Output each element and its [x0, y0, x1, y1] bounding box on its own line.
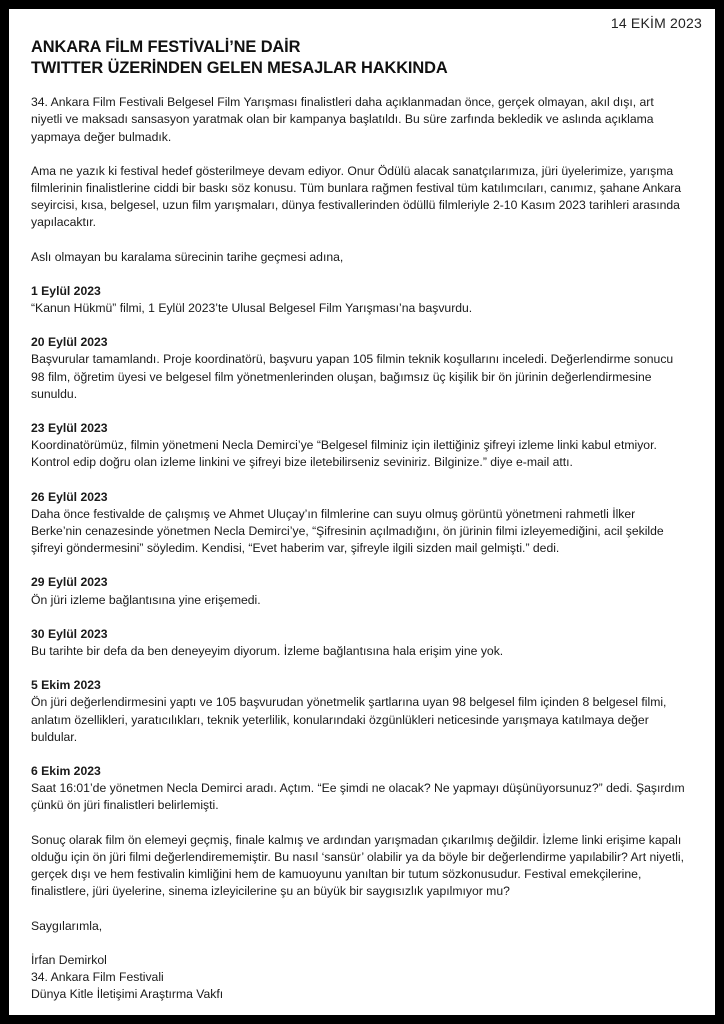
timeline-entry — [31, 334, 687, 403]
timeline-entry — [31, 283, 687, 317]
timeline-entry-date: 1 Eylül 2023 — [31, 283, 101, 298]
signature-role: 34. Ankara Film Festivali — [31, 969, 164, 984]
timeline-entry-text: Bu tarihte bir defa da ben deneyeyim diyorum. İzleme bağlantısına hala erişim yine yok. — [31, 644, 504, 659]
document-title — [31, 37, 687, 78]
timeline-entry — [31, 574, 687, 608]
signature-name: İrfan Demirkol — [31, 952, 107, 967]
timeline-entry-text: Daha önce festivalde de çalışmış ve Ahmet Uluçay’ın filmlerine can suyu olmuş görüntü yönetmeni rahmetli İlker Berke’nin cenazesinde yönetmen Necla Demirci’ye, “Şifresinin açılmadığını, ön jürinin filmi izleyemediğini, acil şekilde şifreyi göndermesini” söyledim. Kendisi, “Evet haberim var, şifreyle ilgili sizden mail gelmişti.” dedi. — [31, 506, 664, 556]
signature-block — [31, 952, 687, 1004]
timeline-entry-text: Saat 16:01’de yönetmen Necla Demirci aradı. Açtım. “Ee şimdi ne olacak? Ne yapmayı düşünüyorsunuz?” dedi. Şaşırdım çünkü ön jüri finalistleri belirlemişti. — [31, 781, 685, 813]
timeline-entry-date: 29 Eylül 2023 — [31, 575, 108, 590]
timeline-entry-date: 5 Ekim 2023 — [31, 678, 101, 693]
intro-paragraph-2: Ama ne yazık ki festival hedef gösterilmeye devam ediyor. Onur Ödülü alacak sanatçılarımıza, jüri üyelerimize, yarışma filmlerinin finalistlerine ciddi bir baskı söz konusu. Tüm bunlara rağmen festival tüm katılımcıları, canımız, şahane Ankara seyircisi, kısa, belgesel, uzun film yarışmaları, dünya festivallerinden ödüllü filmleriyle 2-10 Kasım 2023 tarihleri arasında yapılacaktır. — [31, 163, 682, 230]
timeline-entry-text: Koordinatörümüz, filmin yönetmeni Necla Demirci’ye “Belgesel filminiz için ilettiğiniz şifreyi izleme linki kabul etmiyor. Kontrol edip doğru olan izleme linkini ve şifreyi bize iletebilirseniz seviniriz. Bilginize.” diye e-mail attı. — [31, 438, 657, 470]
title-line-1: ANKARA FİLM FESTİVALİ’NE DAİR — [31, 38, 301, 56]
closing-salutation: Saygılarımla, — [31, 918, 103, 933]
timeline-entry-date: 30 Eylül 2023 — [31, 626, 108, 641]
timeline-entry-date: 26 Eylül 2023 — [31, 489, 108, 504]
timeline-entry-date: 23 Eylül 2023 — [31, 421, 108, 436]
conclusion-paragraph: Sonuç olarak film ön elemeyi geçmiş, finale kalmış ve ardından yarışmadan çıkarılmış değildir. İzleme linki erişime kapalı olduğu için ön jüri filmi değerlendirememiştir. Bu nasıl ‘sansür’ olabilir ya da böyle bir değerlendirme yapılabilir? Art niyetli, gerçek dışı ve hem festivalin kimliğini hem de kamuoyunu yanıltan bir tutum sözkonusudur. Festival emekçilerine, finalistlere, jüri üyelerine, sinema izleyicilerine şu an büyük bir saygısızlık yapılmıyor mu? — [31, 832, 685, 899]
timeline-entry — [31, 626, 687, 660]
document-page — [9, 9, 715, 1015]
timeline-entry-text: Ön jüri değerlendirmesini yaptı ve 105 başvurudan yönetmelik şartlarına uyan 98 belgesel film içinden 8 belgesel filmi, anlatım özellikleri, yaratıcılıkları, teknik yeterlilik, konularındaki özgünlükleri neticesinde yarışmaya katılmaya değer buldular. — [31, 695, 667, 744]
timeline-entry-date: 20 Eylül 2023 — [31, 335, 108, 350]
timeline-entry — [31, 489, 687, 558]
document-date: 14 EKİM 2023 — [610, 15, 702, 31]
timeline-entry — [31, 677, 687, 746]
intro-paragraph-1: 34. Ankara Film Festivali Belgesel Film Yarışması finalistleri daha açıklanmadan önce, gerçek olmayan, akıl dışı, art niyetli ve maksadı sansasyon yaratmak olan bir kampanya başlatıldı. Bu süre zarfında bekledik ve aslında açıklama yapmaya değer bulmadık. — [31, 95, 654, 144]
timeline-entry-text: “Kanun Hükmü” filmi, 1 Eylül 2023’te Ulusal Belgesel Film Yarışması’na başvurdu. — [31, 301, 473, 316]
signature-organization: Dünya Kitle İletişimi Araştırma Vakfı — [31, 987, 224, 1002]
timeline-entry-date: 6 Ekim 2023 — [31, 764, 101, 779]
intro-paragraph-3: Aslı olmayan bu karalama sürecinin tarihe geçmesi adına, — [31, 249, 344, 264]
timeline-entry-text: Başvurular tamamlandı. Proje koordinatörü, başvuru yapan 105 filmin teknik koşullarını inceledi. Değerlendirme sonucu 98 film, öğretim üyesi ve belgesel film yönetmenlerinden oluşan, bağımsız üç kişilik bir ön jürinin değerlendirmesine sunuldu. — [31, 352, 674, 401]
intro-section — [31, 94, 687, 266]
title-line-2: TWITTER ÜZERİNDEN GELEN MESAJLAR HAKKINDA — [31, 58, 448, 77]
timeline-entry — [31, 420, 687, 472]
timeline-section — [31, 283, 687, 815]
timeline-entry-text: Ön jüri izleme bağlantısına yine erişemedi. — [31, 592, 261, 607]
timeline-entry — [31, 763, 687, 815]
